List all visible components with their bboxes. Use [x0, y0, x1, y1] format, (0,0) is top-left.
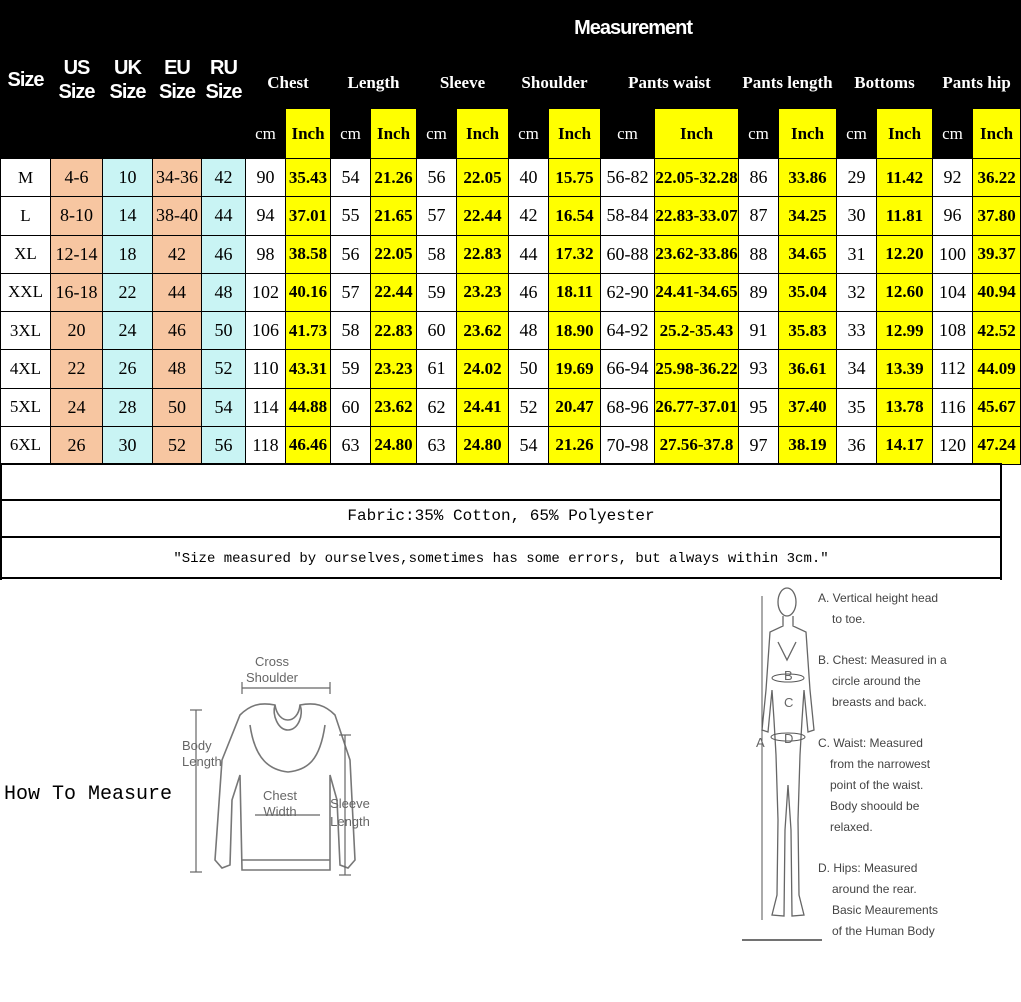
unit-inch-header: Inch — [973, 109, 1021, 159]
inch-value-cell: 25.2-35.43 — [655, 312, 739, 350]
uk-size-cell: 22 — [103, 273, 153, 311]
cm-value-cell: 63 — [331, 426, 371, 464]
size-header: Size — [1, 1, 51, 159]
cm-value-cell: 92 — [933, 159, 973, 197]
inch-value-cell: 22.83-33.07 — [655, 197, 739, 235]
size-cell: L — [1, 197, 51, 235]
measure-group-header: Length — [331, 57, 417, 109]
cm-value-cell: 59 — [417, 273, 457, 311]
inch-value-cell: 34.25 — [779, 197, 837, 235]
inch-value-cell: 22.83 — [371, 312, 417, 350]
unit-cm-header: cm — [509, 109, 549, 159]
inch-value-cell: 23.62 — [457, 312, 509, 350]
eu-size-cell: 44 — [153, 273, 202, 311]
cm-value-cell: 96 — [933, 197, 973, 235]
inch-value-cell: 38.19 — [779, 426, 837, 464]
inch-value-cell: 45.67 — [973, 388, 1021, 426]
cm-value-cell: 66-94 — [601, 350, 655, 388]
uk-size-cell: 18 — [103, 235, 153, 273]
unit-cm-header: cm — [246, 109, 286, 159]
cm-value-cell: 57 — [331, 273, 371, 311]
cm-value-cell: 120 — [933, 426, 973, 464]
table-row — [1, 273, 1021, 311]
cm-value-cell: 60 — [417, 312, 457, 350]
unit-inch-header: Inch — [457, 109, 509, 159]
inch-value-cell: 23.23 — [457, 273, 509, 311]
cm-value-cell: 29 — [837, 159, 877, 197]
body-note-a: A. Vertical height head to toe. — [818, 591, 939, 626]
cm-value-cell: 106 — [246, 312, 286, 350]
ru-size-header: RU Size — [202, 1, 246, 159]
cm-value-cell: 42 — [509, 197, 549, 235]
divider — [0, 577, 1002, 579]
cm-value-cell: 56 — [331, 235, 371, 273]
ru-size-cell: 48 — [202, 273, 246, 311]
eu-size-cell: 46 — [153, 312, 202, 350]
cm-value-cell: 44 — [509, 235, 549, 273]
table-row — [1, 235, 1021, 273]
inch-value-cell: 47.24 — [973, 426, 1021, 464]
table-row — [1, 197, 1021, 235]
cm-value-cell: 88 — [739, 235, 779, 273]
inch-value-cell: 44.09 — [973, 350, 1021, 388]
cm-value-cell: 48 — [509, 312, 549, 350]
cm-value-cell: 60-88 — [601, 235, 655, 273]
cm-value-cell: 94 — [246, 197, 286, 235]
inch-value-cell: 23.23 — [371, 350, 417, 388]
inch-value-cell: 22.05 — [457, 159, 509, 197]
inch-value-cell: 18.90 — [549, 312, 601, 350]
unit-cm-header: cm — [331, 109, 371, 159]
inch-value-cell: 22.83 — [457, 235, 509, 273]
inch-value-cell: 17.32 — [549, 235, 601, 273]
inch-value-cell: 21.65 — [371, 197, 417, 235]
cm-value-cell: 40 — [509, 159, 549, 197]
eu-size-cell: 50 — [153, 388, 202, 426]
us-size-cell: 20 — [51, 312, 103, 350]
unit-inch-header: Inch — [655, 109, 739, 159]
cm-value-cell: 62 — [417, 388, 457, 426]
cm-value-cell: 50 — [509, 350, 549, 388]
how-to-measure-label: How To Measure — [4, 783, 173, 806]
inch-value-cell: 42.52 — [973, 312, 1021, 350]
cm-value-cell: 112 — [933, 350, 973, 388]
unit-inch-header: Inch — [286, 109, 331, 159]
cm-value-cell: 54 — [331, 159, 371, 197]
cm-value-cell: 31 — [837, 235, 877, 273]
body-note-d: D. Hips: Measured around the rear. Basic Meaurements of the Human Body — [818, 861, 939, 938]
cm-value-cell: 97 — [739, 426, 779, 464]
cm-value-cell: 61 — [417, 350, 457, 388]
cm-value-cell: 114 — [246, 388, 286, 426]
us-size-cell: 4-6 — [51, 159, 103, 197]
inch-value-cell: 38.58 — [286, 235, 331, 273]
table-row — [1, 388, 1021, 426]
cross-shoulder-label: Shoulder — [245, 670, 299, 685]
uk-size-cell: 30 — [103, 426, 153, 464]
measure-group-header: Pants hip — [933, 57, 1021, 109]
cm-value-cell: 57 — [417, 197, 457, 235]
cm-value-cell: 95 — [739, 388, 779, 426]
cm-value-cell: 68-96 — [601, 388, 655, 426]
table-row — [1, 159, 1021, 197]
us-size-cell: 22 — [51, 350, 103, 388]
inch-value-cell: 11.81 — [877, 197, 933, 235]
cm-value-cell: 35 — [837, 388, 877, 426]
inch-value-cell: 24.80 — [371, 426, 417, 464]
cm-value-cell: 102 — [246, 273, 286, 311]
cm-value-cell: 56 — [417, 159, 457, 197]
inch-value-cell: 44.88 — [286, 388, 331, 426]
cm-value-cell: 62-90 — [601, 273, 655, 311]
inch-value-cell: 22.44 — [457, 197, 509, 235]
sleeve-length-label: Sleeve — [330, 796, 370, 811]
inch-value-cell: 37.80 — [973, 197, 1021, 235]
inch-value-cell: 20.47 — [549, 388, 601, 426]
uk-size-cell: 28 — [103, 388, 153, 426]
size-cell: XL — [1, 235, 51, 273]
cm-value-cell: 87 — [739, 197, 779, 235]
divider — [0, 463, 1002, 465]
inch-value-cell: 34.65 — [779, 235, 837, 273]
cm-value-cell: 59 — [331, 350, 371, 388]
inch-value-cell: 43.31 — [286, 350, 331, 388]
ru-size-cell: 42 — [202, 159, 246, 197]
cm-value-cell: 98 — [246, 235, 286, 273]
inch-value-cell: 15.75 — [549, 159, 601, 197]
eu-size-cell: 48 — [153, 350, 202, 388]
cm-value-cell: 56-82 — [601, 159, 655, 197]
shirt-measure-diagram — [180, 650, 380, 905]
eu-size-cell: 34-36 — [153, 159, 202, 197]
eu-size-cell: 42 — [153, 235, 202, 273]
us-size-cell: 24 — [51, 388, 103, 426]
ru-size-cell: 46 — [202, 235, 246, 273]
cm-value-cell: 58 — [417, 235, 457, 273]
cm-value-cell: 110 — [246, 350, 286, 388]
ru-size-cell: 50 — [202, 312, 246, 350]
unit-cm-header: cm — [601, 109, 655, 159]
inch-value-cell: 35.43 — [286, 159, 331, 197]
cm-value-cell: 108 — [933, 312, 973, 350]
measure-group-header: Pants length — [739, 57, 837, 109]
cm-value-cell: 34 — [837, 350, 877, 388]
cm-value-cell: 63 — [417, 426, 457, 464]
inch-value-cell: 11.42 — [877, 159, 933, 197]
cm-value-cell: 93 — [739, 350, 779, 388]
body-note-b: B. Chest: Measured in a circle around the breasts and back. — [818, 653, 947, 709]
size-cell: M — [1, 159, 51, 197]
ru-size-cell: 52 — [202, 350, 246, 388]
inch-value-cell: 46.46 — [286, 426, 331, 464]
unit-inch-header: Inch — [877, 109, 933, 159]
table-row — [1, 426, 1021, 464]
inch-value-cell: 19.69 — [549, 350, 601, 388]
cm-value-cell: 116 — [933, 388, 973, 426]
sleeve-length-label: Length — [330, 814, 370, 829]
cm-value-cell: 52 — [509, 388, 549, 426]
unit-cm-header: cm — [837, 109, 877, 159]
measure-group-header: Shoulder — [509, 57, 601, 109]
cm-value-cell: 100 — [933, 235, 973, 273]
body-letter: D — [784, 731, 794, 746]
inch-value-cell: 12.99 — [877, 312, 933, 350]
body-length-label: Length — [182, 754, 222, 769]
inch-value-cell: 40.94 — [973, 273, 1021, 311]
cm-value-cell: 33 — [837, 312, 877, 350]
size-cell: XXL — [1, 273, 51, 311]
measure-group-header: Sleeve — [417, 57, 509, 109]
table-row — [1, 312, 1021, 350]
size-chart-table — [0, 0, 1021, 465]
body-letter: B — [784, 668, 793, 683]
unit-inch-header: Inch — [549, 109, 601, 159]
inch-value-cell: 21.26 — [549, 426, 601, 464]
measure-group-header: Pants waist — [601, 57, 739, 109]
size-cell: 5XL — [1, 388, 51, 426]
cm-value-cell: 46 — [509, 273, 549, 311]
body-length-label: Body — [182, 738, 212, 753]
cross-shoulder-label: Cross — [255, 654, 289, 669]
uk-size-header: UK Size — [103, 1, 153, 159]
cm-value-cell: 32 — [837, 273, 877, 311]
eu-size-cell: 52 — [153, 426, 202, 464]
inch-value-cell: 13.78 — [877, 388, 933, 426]
us-size-cell: 16-18 — [51, 273, 103, 311]
measurement-disclaimer: "Size measured by ourselves,sometimes has some errors, but always within 3cm." — [173, 551, 829, 567]
ru-size-cell: 54 — [202, 388, 246, 426]
inch-value-cell: 21.26 — [371, 159, 417, 197]
inch-value-cell: 13.39 — [877, 350, 933, 388]
unit-cm-header: cm — [933, 109, 973, 159]
table-row — [1, 350, 1021, 388]
ru-size-cell: 44 — [202, 197, 246, 235]
inch-value-cell: 35.04 — [779, 273, 837, 311]
unit-cm-header: cm — [739, 109, 779, 159]
measure-group-header: Chest — [246, 57, 331, 109]
uk-size-cell: 24 — [103, 312, 153, 350]
divider — [0, 499, 1002, 501]
body-measure-diagram — [742, 580, 822, 942]
cm-value-cell: 60 — [331, 388, 371, 426]
cm-value-cell: 36 — [837, 426, 877, 464]
size-cell: 3XL — [1, 312, 51, 350]
inch-value-cell: 39.37 — [973, 235, 1021, 273]
cm-value-cell: 30 — [837, 197, 877, 235]
us-size-cell: 26 — [51, 426, 103, 464]
uk-size-cell: 14 — [103, 197, 153, 235]
inch-value-cell: 24.80 — [457, 426, 509, 464]
inch-value-cell: 22.05-32.28 — [655, 159, 739, 197]
inch-value-cell: 23.62-33.86 — [655, 235, 739, 273]
inch-value-cell: 22.05 — [371, 235, 417, 273]
inch-value-cell: 35.83 — [779, 312, 837, 350]
cm-value-cell: 86 — [739, 159, 779, 197]
fabric-info: Fabric:35% Cotton, 65% Polyester — [347, 507, 655, 525]
inch-value-cell: 33.86 — [779, 159, 837, 197]
unit-inch-header: Inch — [371, 109, 417, 159]
inch-value-cell: 14.17 — [877, 426, 933, 464]
inch-value-cell: 25.98-36.22 — [655, 350, 739, 388]
us-size-cell: 12-14 — [51, 235, 103, 273]
eu-size-cell: 38-40 — [153, 197, 202, 235]
inch-value-cell: 36.61 — [779, 350, 837, 388]
cm-value-cell: 90 — [246, 159, 286, 197]
unit-inch-header: Inch — [779, 109, 837, 159]
cm-value-cell: 58-84 — [601, 197, 655, 235]
uk-size-cell: 10 — [103, 159, 153, 197]
us-size-cell: 8-10 — [51, 197, 103, 235]
size-cell: 6XL — [1, 426, 51, 464]
size-cell: 4XL — [1, 350, 51, 388]
chest-width-label: Width — [263, 804, 297, 819]
body-note-c: C. Waist: Measured from the narrowest point of the waist. Body shoould be relaxed. — [818, 736, 931, 834]
inch-value-cell: 24.41 — [457, 388, 509, 426]
unit-cm-header: cm — [417, 109, 457, 159]
cm-value-cell: 89 — [739, 273, 779, 311]
inch-value-cell: 41.73 — [286, 312, 331, 350]
cm-value-cell: 91 — [739, 312, 779, 350]
cm-value-cell: 70-98 — [601, 426, 655, 464]
inch-value-cell: 24.02 — [457, 350, 509, 388]
cm-value-cell: 58 — [331, 312, 371, 350]
eu-size-header: EU Size — [153, 1, 202, 159]
inch-value-cell: 37.01 — [286, 197, 331, 235]
inch-value-cell: 24.41-34.65 — [655, 273, 739, 311]
cm-value-cell: 104 — [933, 273, 973, 311]
body-letter: C — [784, 695, 794, 710]
inch-value-cell: 18.11 — [549, 273, 601, 311]
inch-value-cell: 26.77-37.01 — [655, 388, 739, 426]
inch-value-cell: 16.54 — [549, 197, 601, 235]
inch-value-cell: 23.62 — [371, 388, 417, 426]
inch-value-cell: 12.20 — [877, 235, 933, 273]
us-size-header: US Size — [51, 1, 103, 159]
inch-value-cell: 12.60 — [877, 273, 933, 311]
cm-value-cell: 118 — [246, 426, 286, 464]
cm-value-cell: 55 — [331, 197, 371, 235]
body-letter: A — [756, 735, 765, 750]
cm-value-cell: 64-92 — [601, 312, 655, 350]
inch-value-cell: 37.40 — [779, 388, 837, 426]
uk-size-cell: 26 — [103, 350, 153, 388]
chest-width-label: Chest — [263, 788, 297, 803]
inch-value-cell: 40.16 — [286, 273, 331, 311]
inch-value-cell: 36.22 — [973, 159, 1021, 197]
inch-value-cell: 22.44 — [371, 273, 417, 311]
measure-group-header: Bottoms — [837, 57, 933, 109]
ru-size-cell: 56 — [202, 426, 246, 464]
inch-value-cell: 27.56-37.8 — [655, 426, 739, 464]
divider — [0, 536, 1002, 538]
cm-value-cell: 54 — [509, 426, 549, 464]
measurement-header: Measurement — [246, 1, 1021, 57]
